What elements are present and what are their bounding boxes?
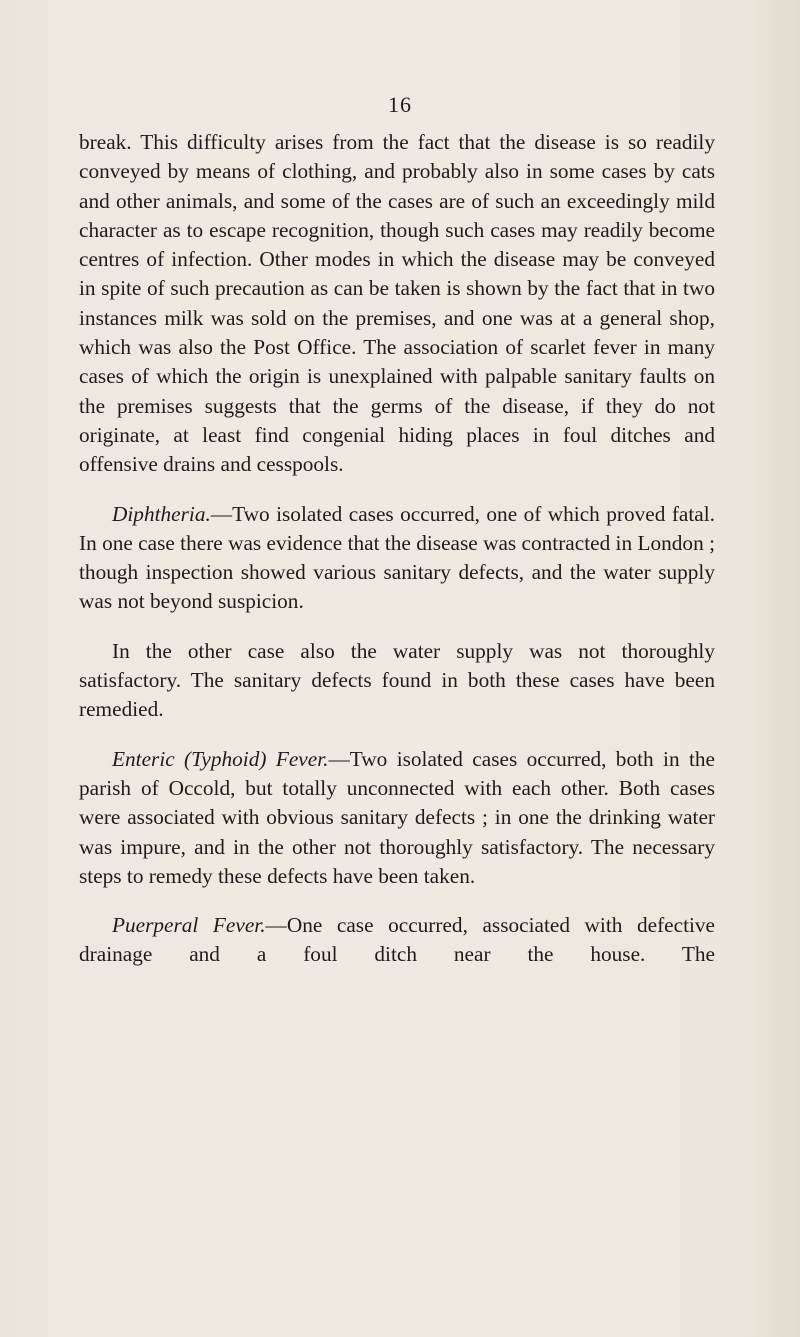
- paragraph-text: In the other case also the water supply was not thoroughly satisfactory. The sanitary defects found in both these cases have been remedied.: [79, 638, 715, 722]
- paragraph-text: —Two isolated cases occurred, both in the parish of Occold, but totally unconnected with each other. Both cases were associated with obvious sanitary defects ; in one the drinking water was impure, and in the other not thoroughly satisfactory. The necessary steps to remedy these defects have been taken.: [79, 746, 715, 888]
- section-heading-diphtheria: Diphtheria.: [112, 501, 211, 526]
- section-heading-enteric-fever: Enteric (Typhoid) Fever.: [112, 746, 329, 771]
- paragraph-puerperal-fever: [79, 911, 715, 970]
- paragraph-diphtheria-other-case: [79, 637, 715, 725]
- paragraph-text: break. This difficulty arises from the fact that the disease is so readily conveyed by means of clothing, and probably also in some cases by cats and other animals, and some of the cases are of such an exceedingly mild character as to escape recognition, though such cases may readily become centres of infection. Other modes in which the disease may be conveyed in spite of such precaution as can be taken is shown by the fact that in two instances milk was sold on the premises, and one was at a general shop, which was also the Post Office. The association of scarlet fever in many cases of which the origin is unexplained with palpable sanitary faults on the premises suggests that the germs of the disease, if they do not originate, at least find congenial hiding places in foul ditches and offensive drains and cesspools.: [79, 130, 715, 477]
- paragraph-enteric-fever: [79, 745, 715, 891]
- page-number: 16: [388, 92, 412, 117]
- paragraph-scarlet-fever-continued: [79, 128, 715, 480]
- paragraph-text: —One case occurred, associated with defective drainage and a foul ditch near the house. The: [79, 913, 715, 967]
- paragraph-diphtheria: [79, 500, 715, 617]
- body-text: [79, 128, 715, 990]
- section-heading-puerperal-fever: Puerperal Fever.: [112, 913, 266, 938]
- paragraph-text: —Two isolated cases occurred, one of which proved fatal. In one case there was evidence that the disease was contracted in London ; though inspection showed various sanitary defects, and the water supply was not beyond suspicion.: [79, 501, 715, 614]
